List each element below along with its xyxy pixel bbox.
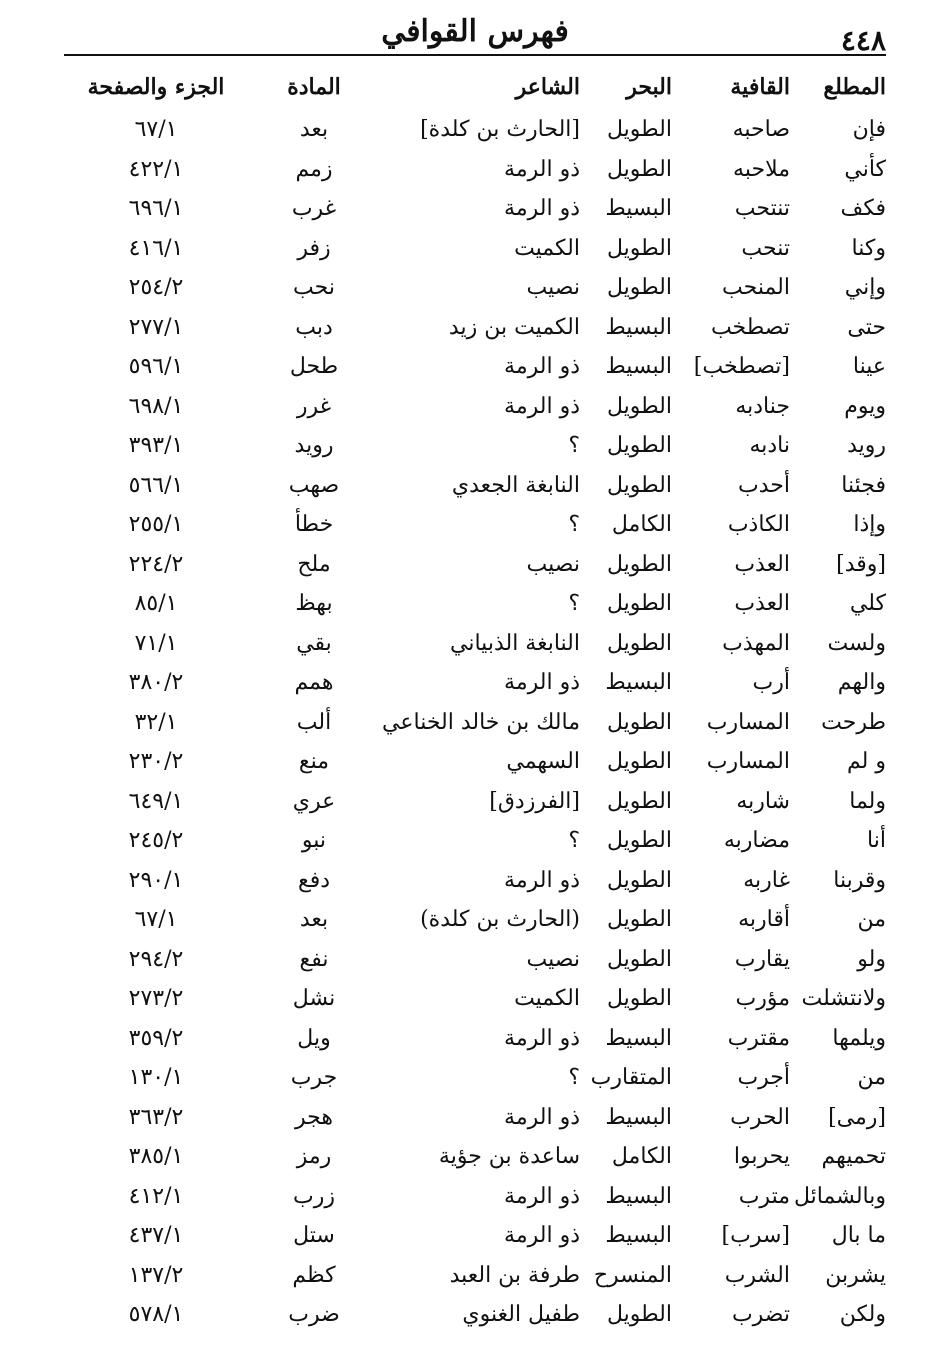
table-row — [64, 1019, 886, 1059]
cell-shaer: نصيب — [526, 275, 580, 300]
cell-bahr: البسيط — [605, 1223, 672, 1248]
cell-matla: رويد — [847, 433, 886, 458]
cell-qafia: مقترب — [727, 1025, 790, 1051]
cell-matla: فإن — [852, 117, 886, 142]
cell-page: ٣٥٩/٢ — [128, 1025, 184, 1051]
cell-shaer: النابغة الذبياني — [450, 630, 580, 656]
cell-shaer: نصيب — [526, 551, 580, 577]
cell-page: ٤٣٧/١ — [128, 1223, 184, 1248]
table-row — [64, 545, 886, 585]
cell-qafia: يحربوا — [733, 1144, 790, 1169]
cell-page: ٦٤٩/١ — [128, 788, 184, 814]
table-row — [64, 940, 886, 980]
cell-page: ١٣٠/١ — [128, 1065, 184, 1090]
cell-bahr: الطويل — [606, 393, 672, 419]
cell-madda: طحل — [289, 354, 339, 379]
column-header-qafia: القافية — [730, 74, 790, 100]
cell-madda: ضرب — [288, 1302, 340, 1327]
cell-matla: ولانتشلت — [801, 986, 886, 1011]
table-row — [64, 387, 886, 427]
column-header-madda: المادة — [287, 74, 341, 100]
cell-page: ٢٣٠/٢ — [128, 749, 184, 774]
cell-shaer: ذو الرمة — [504, 1183, 580, 1209]
cell-qafia: غاربه — [743, 867, 790, 893]
table-row — [64, 308, 886, 348]
cell-madda: بعد — [299, 907, 329, 932]
cell-qafia: تصطخب — [710, 314, 790, 340]
cell-matla: حتى — [847, 314, 886, 340]
cell-shaer: ذو الرمة — [504, 867, 580, 893]
cell-bahr: الطويل — [606, 749, 672, 774]
cell-matla: كلي — [849, 591, 886, 616]
cell-qafia: شاربه — [736, 788, 790, 814]
cell-qafia: أحدب — [738, 472, 790, 498]
cell-page: ٣٩٣/١ — [128, 433, 184, 458]
table-row — [64, 347, 886, 387]
cell-matla: وكنا — [851, 235, 886, 261]
cell-shaer: الكميت بن زيد — [448, 314, 580, 340]
table-row — [64, 426, 886, 466]
page-number: ٤٤٨ — [840, 24, 886, 57]
table-row — [64, 821, 886, 861]
cell-matla: ما بال — [831, 1223, 886, 1248]
cell-page: ٢٩٤/٢ — [128, 946, 184, 972]
table-row — [64, 584, 886, 624]
cell-matla: فكف — [840, 196, 886, 221]
cell-page: ٢٢٤/٢ — [128, 551, 184, 577]
cell-bahr: البسيط — [605, 1104, 672, 1130]
cell-bahr: المتقارب — [590, 1065, 672, 1090]
cell-matla: طرحت — [821, 709, 886, 735]
table-row — [64, 624, 886, 664]
cell-madda: رمز — [296, 1144, 332, 1169]
cell-bahr: الطويل — [606, 709, 672, 735]
cell-qafia: [تصطخب] — [693, 354, 790, 379]
table-row — [64, 1098, 886, 1138]
cell-madda: نحب — [293, 275, 335, 300]
cell-madda: جرب — [290, 1065, 338, 1090]
cell-madda: خطأ — [294, 512, 334, 537]
column-header-shaer: الشاعر — [515, 74, 580, 100]
page-header — [64, 10, 886, 56]
cell-qafia: المسارب — [706, 749, 790, 774]
cell-page: ٤١٢/١ — [128, 1183, 184, 1209]
cell-shaer: ذو الرمة — [504, 670, 580, 695]
cell-madda: دفع — [297, 867, 331, 893]
table-row — [64, 900, 886, 940]
table-row — [64, 1177, 886, 1217]
cell-page: ٦٩٦/١ — [128, 196, 184, 221]
cell-bahr: الطويل — [606, 235, 672, 261]
cell-page: ٥٩٦/١ — [128, 354, 184, 379]
column-header-page: الجزء والصفحة — [87, 74, 225, 100]
table-row — [64, 189, 886, 229]
cell-madda: ألب — [296, 709, 332, 735]
cell-shaer: ؟ — [568, 1065, 580, 1090]
cell-shaer: ذو الرمة — [504, 1025, 580, 1051]
cell-qafia: [سرب] — [721, 1223, 790, 1248]
cell-qafia: أقاربه — [738, 907, 790, 932]
table-body — [64, 110, 886, 1335]
cell-matla: وبالشمائل — [794, 1183, 886, 1209]
cell-qafia: مترب — [738, 1183, 790, 1209]
cell-madda: همم — [294, 670, 334, 695]
cell-matla: من — [857, 1065, 886, 1090]
table-row — [64, 742, 886, 782]
cell-bahr: الطويل — [606, 986, 672, 1011]
cell-madda: زفر — [297, 235, 331, 261]
cell-bahr: البسيط — [605, 1183, 672, 1209]
cell-shaer: [الفرزدق] — [489, 788, 580, 814]
cell-matla: ولو — [857, 946, 886, 972]
cell-bahr: الطويل — [606, 591, 672, 616]
cell-madda: منع — [298, 749, 330, 774]
table-row — [64, 861, 886, 901]
cell-shaer: ذو الرمة — [504, 393, 580, 419]
cell-shaer: ذو الرمة — [504, 196, 580, 221]
cell-qafia: المسارب — [706, 709, 790, 735]
cell-qafia: تضرب — [731, 1302, 790, 1327]
cell-shaer: ؟ — [568, 591, 580, 616]
cell-qafia: المنحب — [722, 275, 790, 300]
cell-qafia: يقارب — [734, 946, 790, 972]
cell-matla: عينا — [852, 354, 886, 379]
cell-bahr: البسيط — [605, 354, 672, 379]
cell-shaer: ذو الرمة — [504, 354, 580, 379]
cell-bahr: الطويل — [606, 907, 672, 932]
cell-shaer: نصيب — [526, 946, 580, 972]
cell-bahr: الطويل — [606, 551, 672, 577]
cell-matla: و لم — [847, 749, 886, 774]
table-row — [64, 663, 886, 703]
cell-madda: زرب — [293, 1183, 335, 1209]
cell-page: ٦٧/١ — [134, 907, 178, 932]
table-row — [64, 703, 886, 743]
cell-madda: رويد — [294, 433, 334, 458]
cell-matla: ولما — [849, 788, 886, 814]
cell-bahr: البسيط — [605, 314, 672, 340]
page-title: فهرس القوافي — [381, 14, 569, 49]
cell-madda: غرب — [291, 196, 337, 221]
cell-madda: بقي — [296, 630, 332, 656]
cell-shaer: النابغة الجعدي — [451, 472, 580, 498]
cell-shaer: [الحارث بن كلدة] — [420, 117, 580, 142]
cell-bahr: الطويل — [606, 1302, 672, 1327]
column-header-matla: المطلع — [823, 74, 886, 100]
cell-page: ٢٥٥/١ — [128, 512, 184, 537]
rhymes-index-table — [64, 64, 886, 1335]
cell-shaer: طفيل الغنوي — [462, 1302, 580, 1327]
cell-shaer: الكميت — [514, 986, 580, 1011]
cell-shaer: الكميت — [514, 235, 580, 261]
cell-bahr: الطويل — [606, 275, 672, 300]
cell-madda: عري — [292, 788, 336, 814]
cell-page: ٢٧٣/٢ — [128, 986, 184, 1011]
cell-qafia: نادبه — [749, 433, 790, 458]
cell-shaer: ذو الرمة — [504, 156, 580, 182]
cell-page: ٥٦٦/١ — [128, 472, 184, 498]
cell-matla: أنا — [867, 828, 886, 853]
cell-madda: دبب — [295, 314, 333, 340]
cell-page: ٤١٦/١ — [128, 235, 184, 261]
cell-shaer: ؟ — [568, 828, 580, 853]
cell-matla: تحميهم — [821, 1144, 886, 1169]
cell-madda: نشل — [292, 986, 336, 1011]
cell-madda: ويل — [297, 1025, 331, 1051]
table-row — [64, 466, 886, 506]
cell-page: ١٣٧/٢ — [128, 1262, 184, 1288]
cell-page: ٣٦٣/٢ — [128, 1104, 184, 1130]
cell-bahr: البسيط — [605, 670, 672, 695]
table-header-row — [64, 64, 886, 110]
cell-matla: ويلمها — [832, 1025, 886, 1051]
cell-madda: نفع — [299, 946, 329, 972]
table-row — [64, 150, 886, 190]
cell-qafia: ملاحبه — [733, 156, 790, 182]
table-row — [64, 1216, 886, 1256]
table-row — [64, 979, 886, 1019]
cell-qafia: الحرب — [730, 1104, 790, 1130]
cell-page: ٦٧/١ — [134, 117, 178, 142]
cell-page: ٢٤٥/٢ — [128, 828, 184, 853]
cell-shaer: مالك بن خالد الخناعي — [382, 709, 580, 735]
cell-bahr: المنسرح — [593, 1262, 672, 1288]
cell-madda: غرر — [296, 393, 332, 419]
cell-qafia: صاحبه — [732, 117, 790, 142]
cell-madda: ستل — [293, 1223, 335, 1248]
cell-madda: بهظ — [295, 591, 333, 616]
cell-page: ٨٥/١ — [134, 591, 178, 616]
cell-matla: ويوم — [844, 393, 886, 419]
table-row — [64, 1058, 886, 1098]
cell-qafia: العذب — [734, 591, 790, 616]
cell-matla: فجئنا — [841, 472, 886, 498]
cell-matla: [رمى] — [828, 1104, 886, 1130]
cell-matla: ولست — [827, 630, 886, 656]
cell-bahr: الطويل — [606, 630, 672, 656]
cell-qafia: أجرب — [737, 1065, 790, 1090]
cell-shaer: ؟ — [568, 433, 580, 458]
cell-shaer: ذو الرمة — [504, 1223, 580, 1248]
cell-matla: وإني — [844, 275, 886, 300]
table-row — [64, 110, 886, 150]
cell-page: ٢٧٧/١ — [128, 314, 184, 340]
cell-page: ٢٥٤/٢ — [128, 275, 184, 300]
cell-bahr: الطويل — [606, 867, 672, 893]
cell-matla: من — [857, 907, 886, 932]
cell-qafia: مؤرب — [735, 986, 790, 1011]
cell-bahr: الطويل — [606, 828, 672, 853]
cell-bahr: الطويل — [606, 946, 672, 972]
cell-shaer: ؟ — [568, 512, 580, 537]
cell-shaer: (الحارث بن كلدة) — [420, 907, 580, 932]
cell-shaer: طرفة بن العبد — [449, 1262, 580, 1288]
table-row — [64, 1137, 886, 1177]
cell-qafia: أرب — [752, 670, 790, 695]
cell-page: ٣٨٠/٢ — [128, 670, 184, 695]
header-rule — [64, 54, 886, 56]
cell-bahr: الطويل — [606, 433, 672, 458]
cell-matla: يشربن — [825, 1262, 886, 1288]
cell-bahr: الطويل — [606, 472, 672, 498]
cell-page: ٣٨٥/١ — [128, 1144, 184, 1169]
cell-madda: بعد — [299, 117, 329, 142]
cell-bahr: الكامل — [611, 512, 672, 537]
table-row — [64, 268, 886, 308]
table-row — [64, 229, 886, 269]
cell-page: ٣٢/١ — [134, 709, 178, 735]
cell-qafia: مضاربه — [723, 828, 790, 853]
cell-qafia: جنادبه — [735, 393, 790, 419]
cell-matla: ولكن — [839, 1302, 886, 1327]
cell-bahr: الطويل — [606, 117, 672, 142]
cell-qafia: المهذب — [722, 630, 790, 656]
cell-matla: كأني — [844, 156, 886, 182]
cell-page: ٦٩٨/١ — [128, 393, 184, 419]
table-row — [64, 505, 886, 545]
cell-qafia: الشرب — [724, 1262, 790, 1288]
cell-shaer: ذو الرمة — [504, 1104, 580, 1130]
cell-bahr: الكامل — [611, 1144, 672, 1169]
cell-bahr: البسيط — [605, 196, 672, 221]
cell-madda: زمم — [295, 156, 333, 182]
cell-shaer: ساعدة بن جؤية — [438, 1144, 580, 1169]
cell-shaer: السهمي — [506, 749, 580, 774]
cell-qafia: الكاذب — [727, 512, 790, 537]
column-header-bahr: البحر — [626, 74, 672, 100]
cell-bahr: الطويل — [606, 156, 672, 182]
cell-qafia: تنحب — [741, 235, 790, 261]
table-row — [64, 1256, 886, 1296]
cell-qafia: العذب — [734, 551, 790, 577]
cell-qafia: تنتحب — [734, 196, 790, 221]
cell-matla: [وقد] — [836, 551, 886, 577]
cell-bahr: الطويل — [606, 788, 672, 814]
table-row — [64, 782, 886, 822]
cell-bahr: البسيط — [605, 1025, 672, 1051]
cell-matla: والهم — [837, 670, 886, 695]
table-row — [64, 1295, 886, 1335]
cell-madda: كظم — [292, 1262, 336, 1288]
cell-madda: ملح — [297, 551, 331, 577]
cell-matla: وإذا — [853, 512, 886, 537]
cell-page: ٤٢٢/١ — [128, 156, 184, 182]
cell-madda: هجر — [295, 1104, 333, 1130]
cell-matla: وقربنا — [833, 867, 886, 893]
cell-page: ٢٩٠/١ — [128, 867, 184, 893]
cell-page: ٥٧٨/١ — [128, 1302, 184, 1327]
cell-madda: صهب — [288, 472, 340, 498]
cell-madda: نبو — [301, 828, 327, 853]
cell-page: ٧١/١ — [134, 630, 178, 656]
